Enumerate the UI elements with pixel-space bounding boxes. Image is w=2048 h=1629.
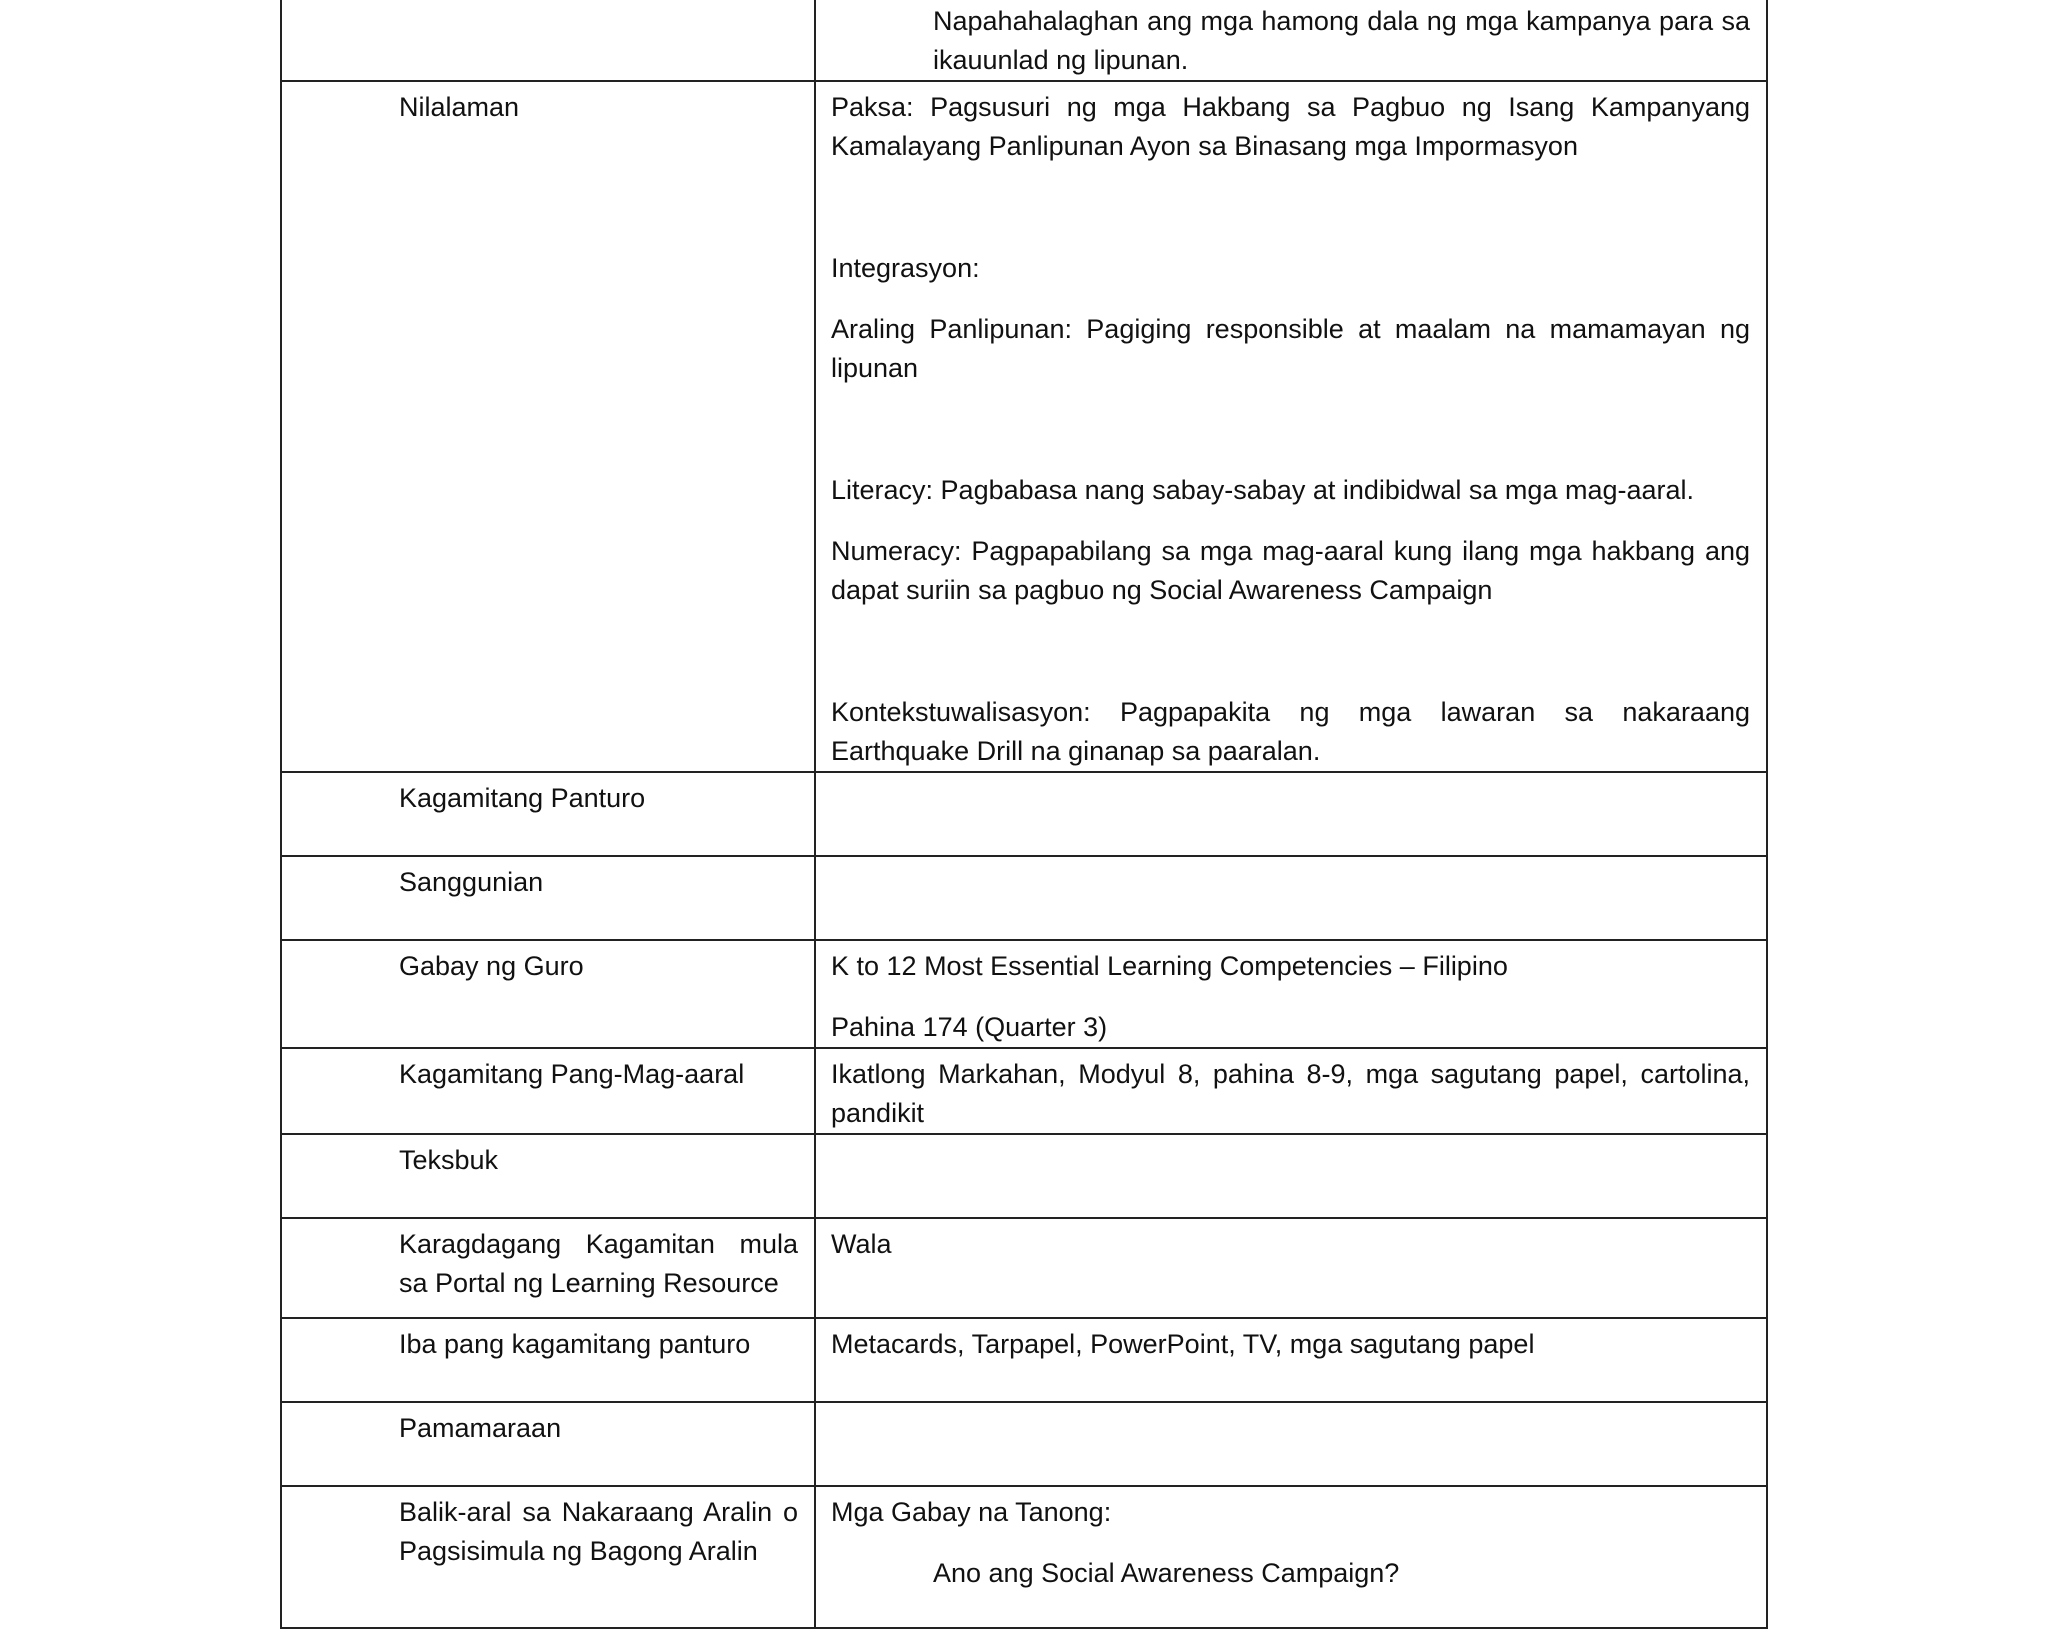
row-label-cell (281, 1486, 815, 1628)
row-content-cell (815, 1486, 1767, 1628)
row-label-cell (281, 1318, 815, 1402)
row-label-cell (281, 940, 815, 1048)
teksbuk-content (816, 1135, 1766, 1141)
literacy-text: Literacy: Pagbabasa nang sabay-sabay at indibidwal sa mga mag-aaral. (831, 475, 1695, 505)
table-row (281, 1318, 1767, 1402)
table-row (281, 772, 1767, 856)
row-content-cell (815, 856, 1767, 940)
sanggunian-content (816, 857, 1766, 863)
karagdagang-content: Wala (831, 1229, 892, 1259)
row-content-cell (815, 940, 1767, 1048)
row-label-iba-pang: Iba pang kagamitang panturo (399, 1329, 751, 1359)
iba-pang-content: Metacards, Tarpapel, PowerPoint, TV, mga sagutang papel (831, 1329, 1535, 1359)
row-content-cell (815, 1134, 1767, 1218)
table-row (281, 1402, 1767, 1486)
kontekstuwalisasyon-text: Kontekstuwalisasyon: Pagpapakita ng mga lawaran sa nakaraang Earthquake Drill na ginanap sa paaralan. (831, 697, 1750, 766)
integrasyon-heading: Integrasyon: (831, 253, 980, 283)
row-label-cell (281, 1048, 815, 1134)
gabay-na-tanong-heading: Mga Gabay na Tanong: (831, 1497, 1112, 1527)
row-label-cell (281, 1218, 815, 1318)
row-content-cell (815, 1218, 1767, 1318)
row-label-kagamitang-panturo: Kagamitang Panturo (399, 783, 646, 813)
table-row (281, 0, 1767, 81)
row-label-balik-aral: Balik-aral sa Nakaraang Aralin o Pagsisimula ng Bagong Aralin (399, 1497, 798, 1566)
row-label-karagdagang: Karagdagang Kagamitan mula sa Portal ng Learning Resource (399, 1229, 798, 1298)
kagamitang-panturo-content (816, 773, 1766, 779)
row-label-gabay-ng-guro: Gabay ng Guro (399, 951, 584, 981)
row-content-cell (815, 1048, 1767, 1134)
lesson-plan-table (280, 0, 1768, 1629)
gabay-line-1: K to 12 Most Essential Learning Competencies – Filipino (831, 951, 1508, 981)
table-row (281, 1134, 1767, 1218)
gabay-line-2: Pahina 174 (Quarter 3) (831, 1012, 1108, 1042)
paksa-text: Paksa: Pagsusuri ng mga Hakbang sa Pagbuo ng Isang Kampanyang Kamalayang Panlipunan Ayon sa Binasang mga Impormasyon (831, 92, 1750, 161)
numeracy-text: Numeracy: Pagpapabilang sa mga mag-aaral kung ilang mga hakbang ang dapat suriin sa pagbuo ng Social Awareness Campaign (831, 536, 1750, 605)
pamamaraan-content (816, 1403, 1766, 1409)
table-row (281, 81, 1767, 772)
row-content-cell (815, 1318, 1767, 1402)
row-content-cell (815, 772, 1767, 856)
row-label-cell (281, 0, 815, 81)
row-label-kagamitang-pang-mag-aaral: Kagamitang Pang-Mag-aaral (399, 1059, 745, 1089)
table-row (281, 1048, 1767, 1134)
row-content-cell (815, 1402, 1767, 1486)
row-label-sanggunian: Sanggunian (399, 867, 544, 897)
objective-text: Napahahalaghan ang mga hamong dala ng mga kampanya para sa ikauunlad ng lipunan. (933, 6, 1750, 75)
araling-panlipunan-text: Araling Panlipunan: Pagiging responsible at maalam na mamamayan ng lipunan (831, 314, 1750, 383)
row-label-cell (281, 81, 815, 772)
row-label-cell (281, 856, 815, 940)
row-content-cell (815, 81, 1767, 772)
table-row (281, 856, 1767, 940)
row-label-nilalaman: Nilalaman (399, 92, 520, 122)
row-label-cell (281, 1134, 815, 1218)
row-label-pamamaraan: Pamamaraan (399, 1413, 562, 1443)
table-row (281, 940, 1767, 1048)
row-label-cell (281, 772, 815, 856)
row-content-cell (815, 0, 1767, 81)
kagamitang-pang-mag-aaral-content: Ikatlong Markahan, Modyul 8, pahina 8-9, mga sagutang papel, cartolina, pandikit (831, 1059, 1750, 1128)
row-label-teksbuk: Teksbuk (399, 1145, 499, 1175)
row-label-cell (281, 1402, 815, 1486)
guide-question: Ano ang Social Awareness Campaign? (933, 1558, 1400, 1588)
table-row (281, 1218, 1767, 1318)
table-row (281, 1486, 1767, 1628)
